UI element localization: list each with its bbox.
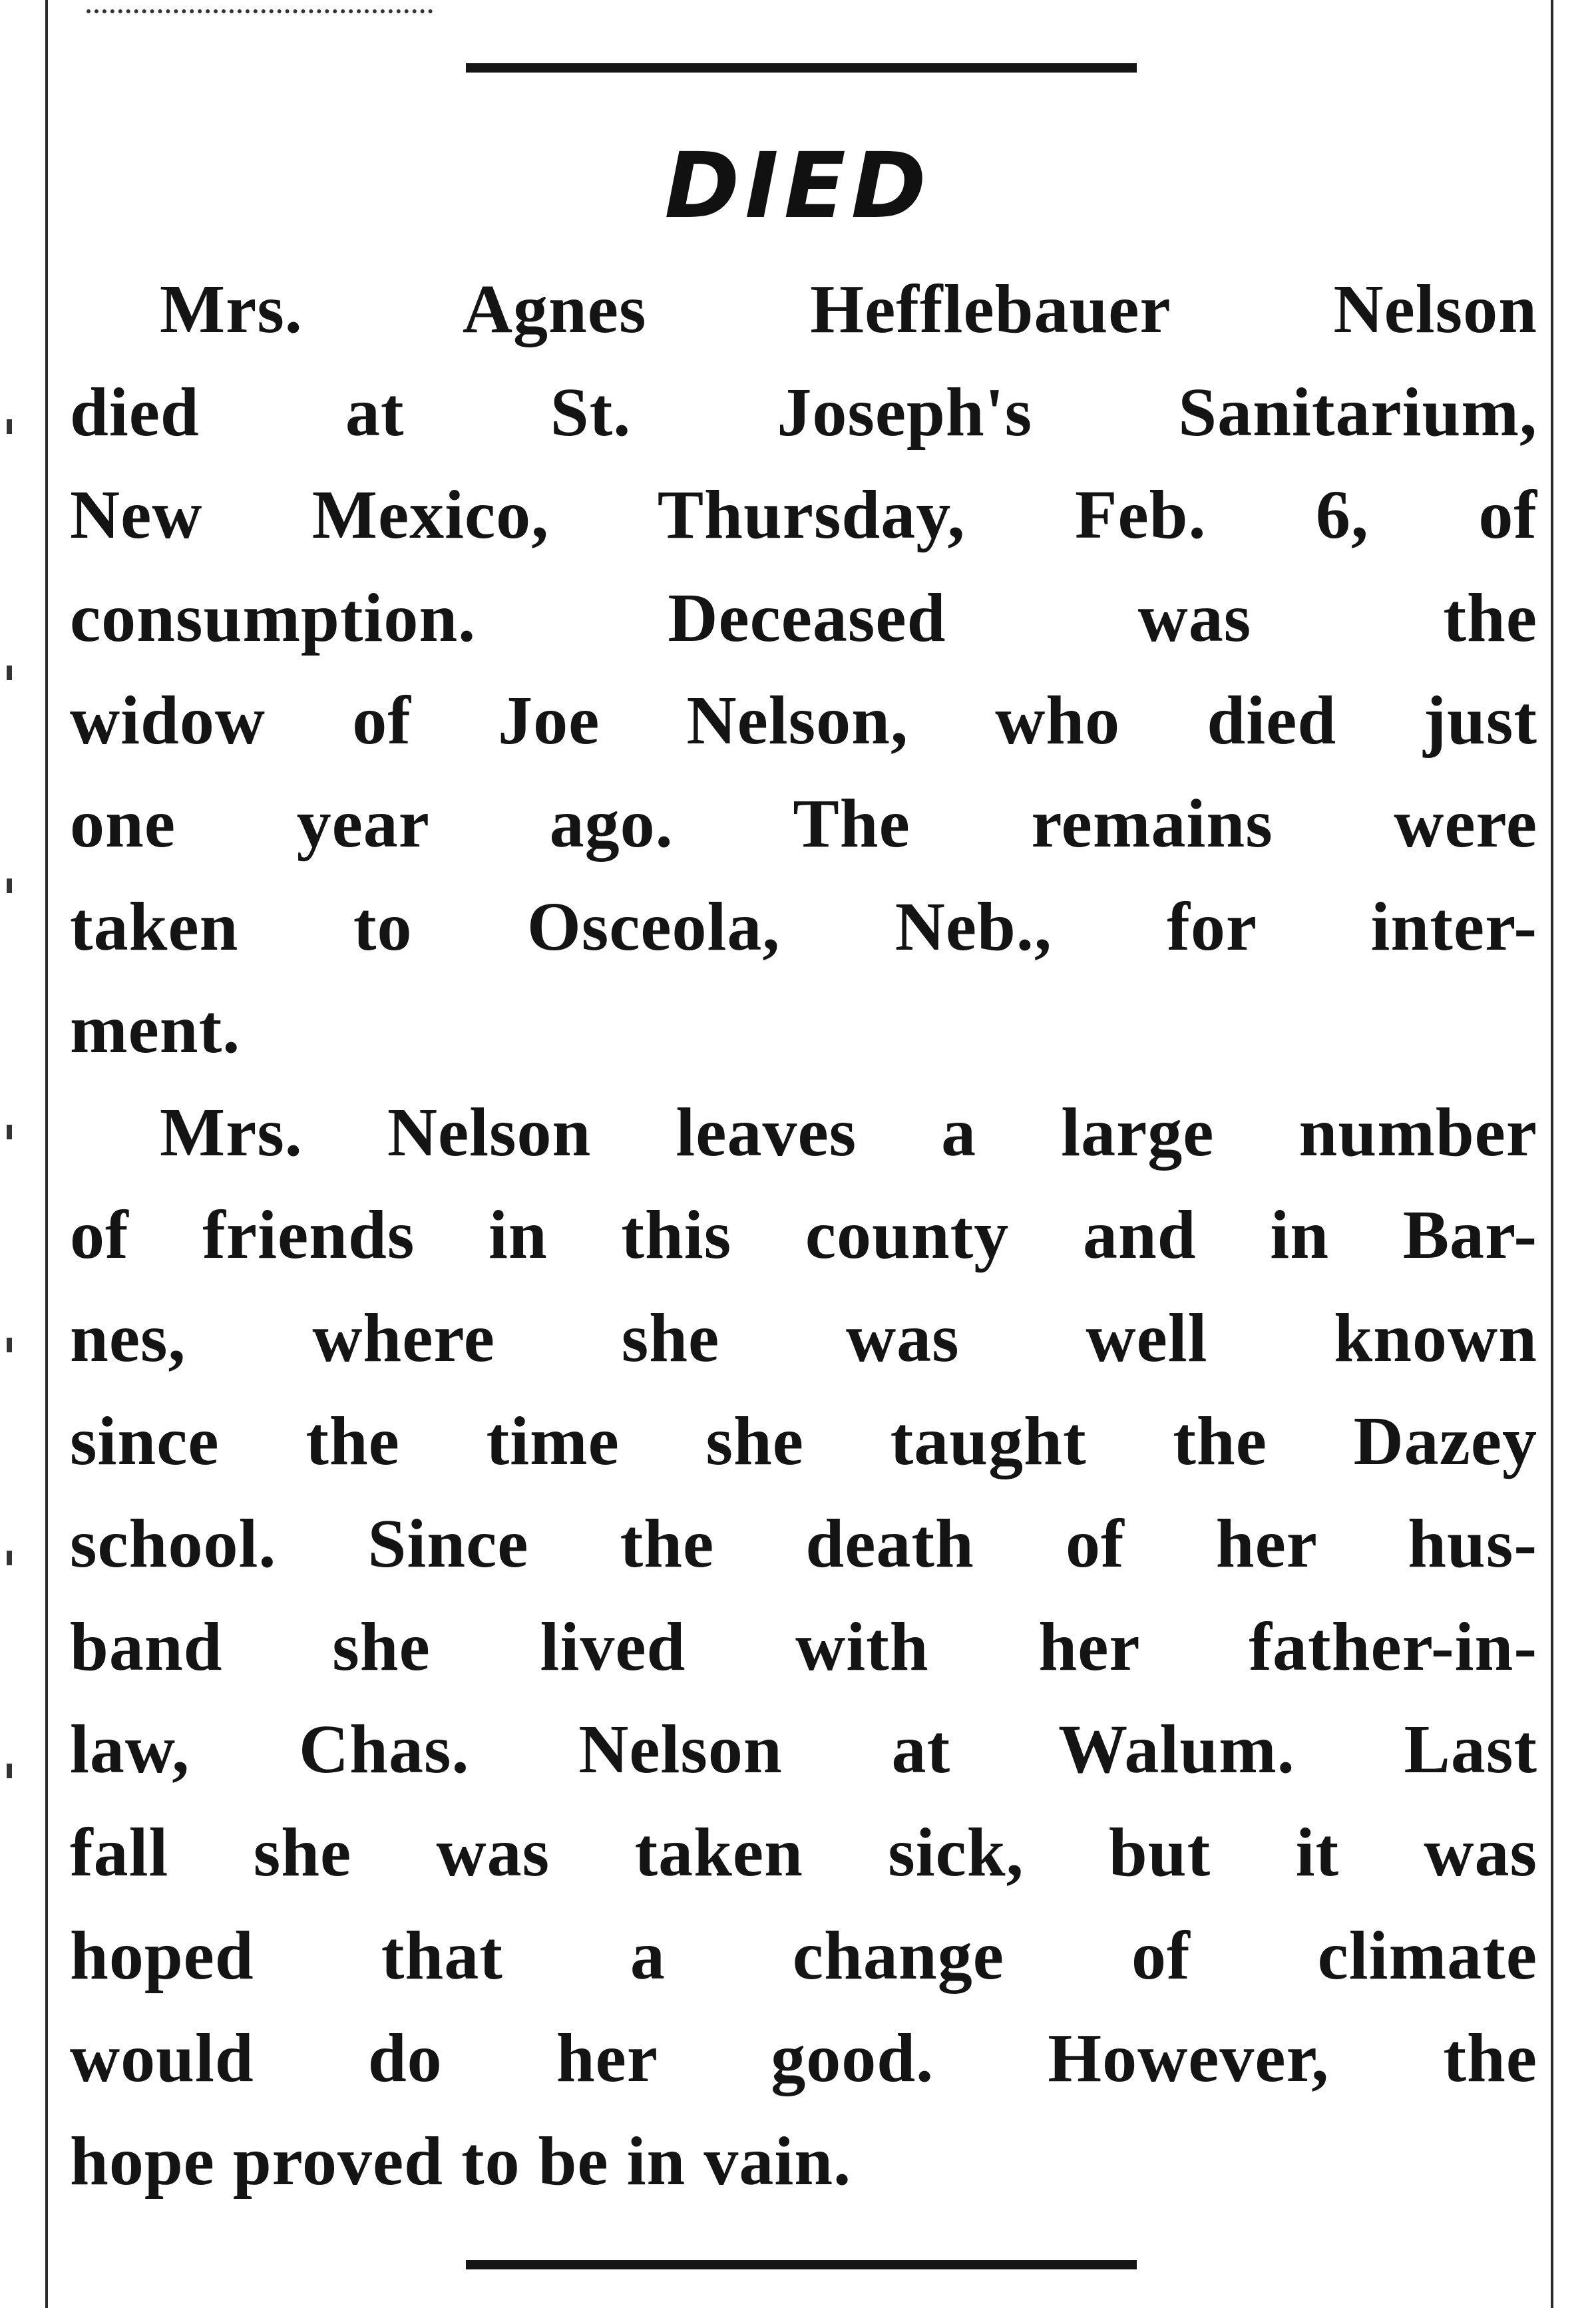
paragraph-2 bbox=[70, 1081, 1537, 2213]
text-line: nes, where she was well known bbox=[70, 1299, 1537, 1376]
text-line: New Mexico, Thursday, Feb. 6, of bbox=[70, 477, 1537, 554]
text-line: Mrs. Nelson leaves a large number bbox=[160, 1093, 1537, 1171]
edge-tick bbox=[7, 1338, 12, 1352]
text-line: band she lived with her father-in- bbox=[70, 1608, 1537, 1685]
edge-tick bbox=[7, 1125, 12, 1139]
obituary-article bbox=[70, 258, 1537, 2213]
edge-tick bbox=[7, 878, 12, 893]
text-line: Mrs. Agnes Hefflebauer Nelson bbox=[160, 271, 1537, 347]
previous-article-fragment bbox=[87, 0, 433, 13]
text-line: school. Since the death of her hus- bbox=[70, 1505, 1537, 1583]
text-line: fall she was taken sick, but it was bbox=[70, 1814, 1537, 1891]
edge-tick bbox=[7, 1764, 12, 1778]
text-line: would do her good. However, the bbox=[70, 2020, 1537, 2097]
text-line: hoped that a change of climate bbox=[70, 1917, 1537, 1994]
text-line: hope proved to be in vain. bbox=[70, 2122, 852, 2200]
headline: DIED bbox=[664, 134, 932, 239]
text-line: ment. bbox=[70, 991, 241, 1068]
bottom-separator-rule bbox=[466, 2260, 1137, 2269]
text-line: of friends in this county and in Bar- bbox=[70, 1197, 1537, 1274]
text-line: one year ago. The remains were bbox=[70, 785, 1537, 862]
text-line: died at St. Joseph's Sanitarium, bbox=[70, 373, 1537, 451]
text-line: consumption. Deceased was the bbox=[70, 579, 1537, 656]
text-line: since the time she taught the Dazey bbox=[70, 1402, 1537, 1479]
text-line: widow of Joe Nelson, who died just bbox=[70, 682, 1537, 759]
edge-tick bbox=[7, 666, 12, 680]
paragraph-1 bbox=[70, 258, 1537, 1081]
text-line: taken to Osceola, Neb., for inter- bbox=[70, 888, 1537, 965]
column-rule-right bbox=[1551, 0, 1553, 2308]
edge-tick bbox=[7, 419, 12, 434]
edge-tick bbox=[7, 1551, 12, 1565]
text-line: law, Chas. Nelson at Walum. Last bbox=[70, 1711, 1537, 1788]
top-separator-rule bbox=[466, 63, 1137, 73]
column-rule-left bbox=[45, 0, 48, 2308]
